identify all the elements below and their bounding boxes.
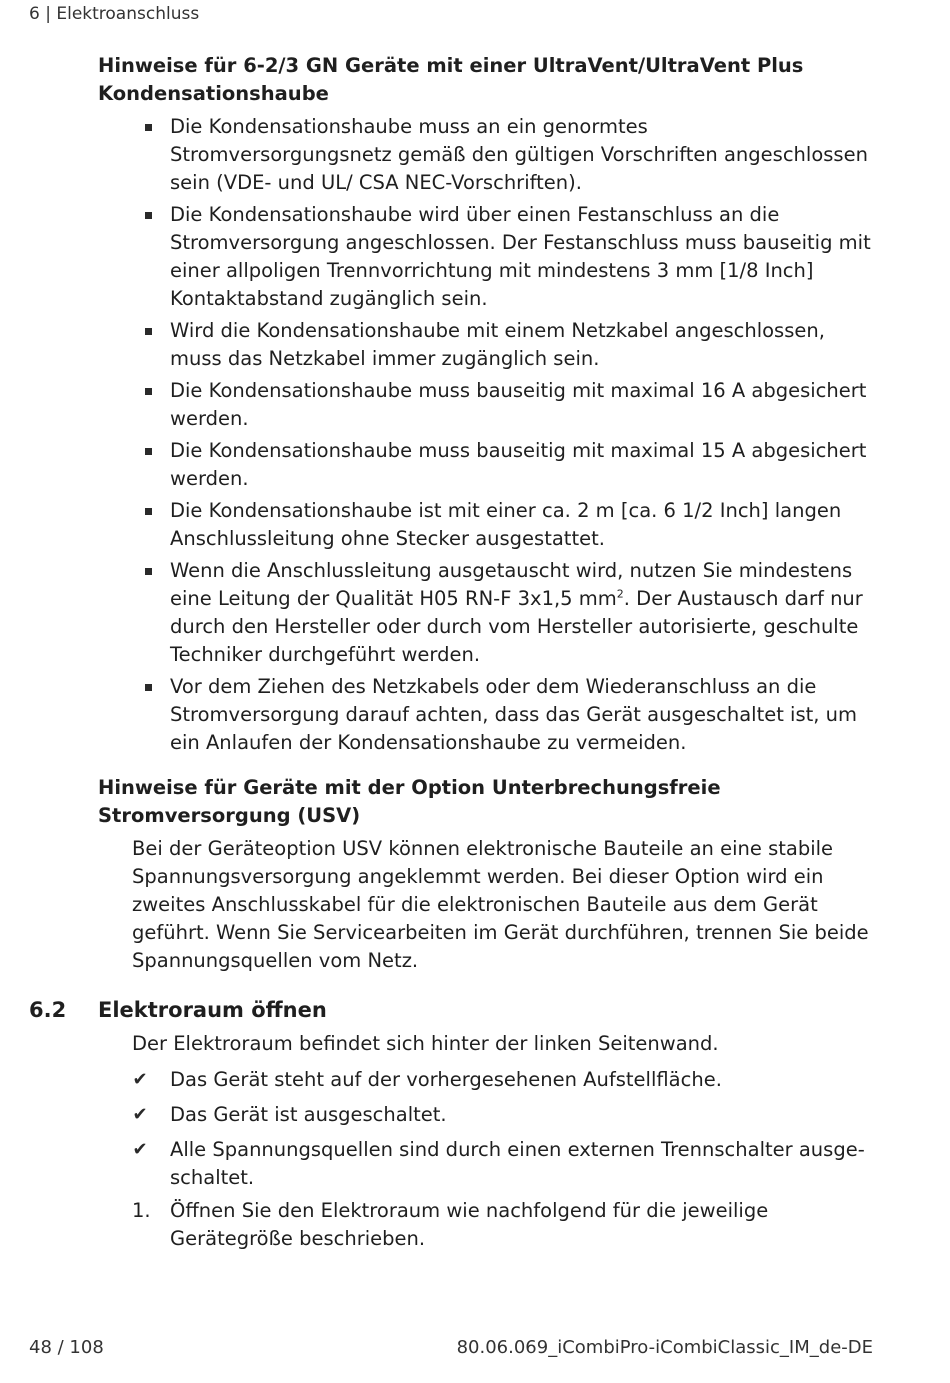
list-item	[170, 437, 875, 493]
checkmark-icon: ✔	[132, 1104, 148, 1125]
bullet-square-icon	[145, 388, 152, 395]
list-item-text: Die Kondensationshaube wird über einen Festanschluss an die Stromversorgung angeschlossen. Der Festanschluss muss bauseitig mit einer allpoligen Trennvorrichtung mit mindestens 3 mm [1/8 Inch] Kontaktabstand zugänglich sein.	[170, 203, 871, 310]
checkmark-icon: ✔	[132, 1069, 148, 1090]
bullet-square-icon	[145, 124, 152, 131]
bullet-square-icon	[145, 568, 152, 575]
list-item	[170, 317, 875, 373]
section-intro: Der Elektroraum befindet sich hinter der linken Seitenwand.	[132, 1032, 719, 1055]
bullet-list-ultravent	[0, 113, 950, 761]
step-number: 1.	[132, 1199, 151, 1222]
page-number: 48 / 108	[29, 1337, 104, 1358]
list-item	[170, 497, 875, 553]
list-item-text: Die Kondensationshaube muss an ein genormtes Stromversorgungsnetz gemäß den gültigen Vorschriften angeschlossen sein (VDE- und UL/ CSA NEC-Vorschriften).	[170, 115, 868, 194]
step-item	[132, 1197, 880, 1253]
requirement-text: Das Gerät steht auf der vorhergesehenen Aufstellfläche.	[170, 1068, 722, 1091]
requirements-list	[0, 1066, 950, 1199]
bullet-square-icon	[145, 508, 152, 515]
requirement-text: Das Gerät ist ausgeschaltet.	[170, 1103, 447, 1126]
superscript: 2	[616, 587, 624, 601]
bullet-square-icon	[145, 212, 152, 219]
requirement-item	[132, 1136, 875, 1192]
list-item-text: Die Kondensationshaube muss bauseitig mit maximal 15 A abgesichert werden.	[170, 439, 867, 490]
section-number: 6.2	[29, 998, 67, 1022]
section-heading-ultravent: Hinweise für 6-2/3 GN Geräte mit einer UltraVent/UltraVent Plus Kondensationshaube	[98, 54, 804, 105]
document-id: 80.06.069_iCombiPro-iCombiClassic_IM_de-DE	[456, 1337, 873, 1358]
section-title: Elektroraum öffnen	[98, 998, 327, 1022]
list-item-text: Die Kondensationshaube ist mit einer ca. 2 m [ca. 6 1/2 Inch] langen Anschlussleitung ohne Stecker ausgestattet.	[170, 499, 842, 550]
requirement-item	[132, 1101, 875, 1129]
bullet-square-icon	[145, 684, 152, 691]
list-item-text: Wenn die Anschlussleitung ausgetauscht wird, nutzen Sie mindestens eine Leitung der Qualität H05 RN-F 3x1,5 mm	[170, 559, 853, 610]
running-header: 6 | Elektroanschluss	[29, 4, 200, 24]
steps-list	[0, 1197, 950, 1259]
list-item-text: Vor dem Ziehen des Netzkabels oder dem Wiederanschluss an die Stromversorgung darauf achten, dass das Gerät ausgeschaltet ist, um ein Anlaufen der Kondensationshaube zu vermeiden.	[170, 675, 858, 754]
section-heading-usv: Hinweise für Geräte mit der Option Unterbrechungsfreie Stromversorgung (USV)	[98, 776, 721, 827]
step-text: Öffnen Sie den Elektroraum wie nachfolgend für die jeweilige Gerätegröße beschrieben.	[170, 1199, 769, 1250]
bullet-square-icon	[145, 328, 152, 335]
list-item	[170, 377, 875, 433]
list-item	[170, 557, 875, 669]
list-item	[170, 673, 875, 757]
requirement-text: Alle Spannungsquellen sind durch einen externen Trennschalter ausgeschaltet.	[170, 1138, 865, 1189]
usv-paragraph: Bei der Geräteoption USV können elektronische Bauteile an eine stabile Spannungsversorgung angeklemmt werden. Bei dieser Option wird ein zweites Anschlusskabel für die elektronischen Bauteile aus dem Gerät geführt. Wenn Sie Servicearbeiten im Gerät durchführen, trennen Sie beide Spannungsquellen vom Netz.	[132, 837, 869, 972]
list-item	[170, 201, 875, 313]
list-item	[170, 113, 875, 197]
requirement-item	[132, 1066, 875, 1094]
list-item-text: Wird die Kondensationshaube mit einem Netzkabel angeschlossen, muss das Netzkabel immer zugänglich sein.	[170, 319, 825, 370]
list-item-text: Die Kondensationshaube muss bauseitig mit maximal 16 A abgesichert werden.	[170, 379, 867, 430]
list-item-text-tail: . Der Austausch darf nur durch den Hersteller oder durch vom Hersteller autorisierte, geschulte Techniker durchgeführt werden.	[170, 587, 863, 666]
bullet-square-icon	[145, 448, 152, 455]
checkmark-icon: ✔	[132, 1139, 148, 1160]
